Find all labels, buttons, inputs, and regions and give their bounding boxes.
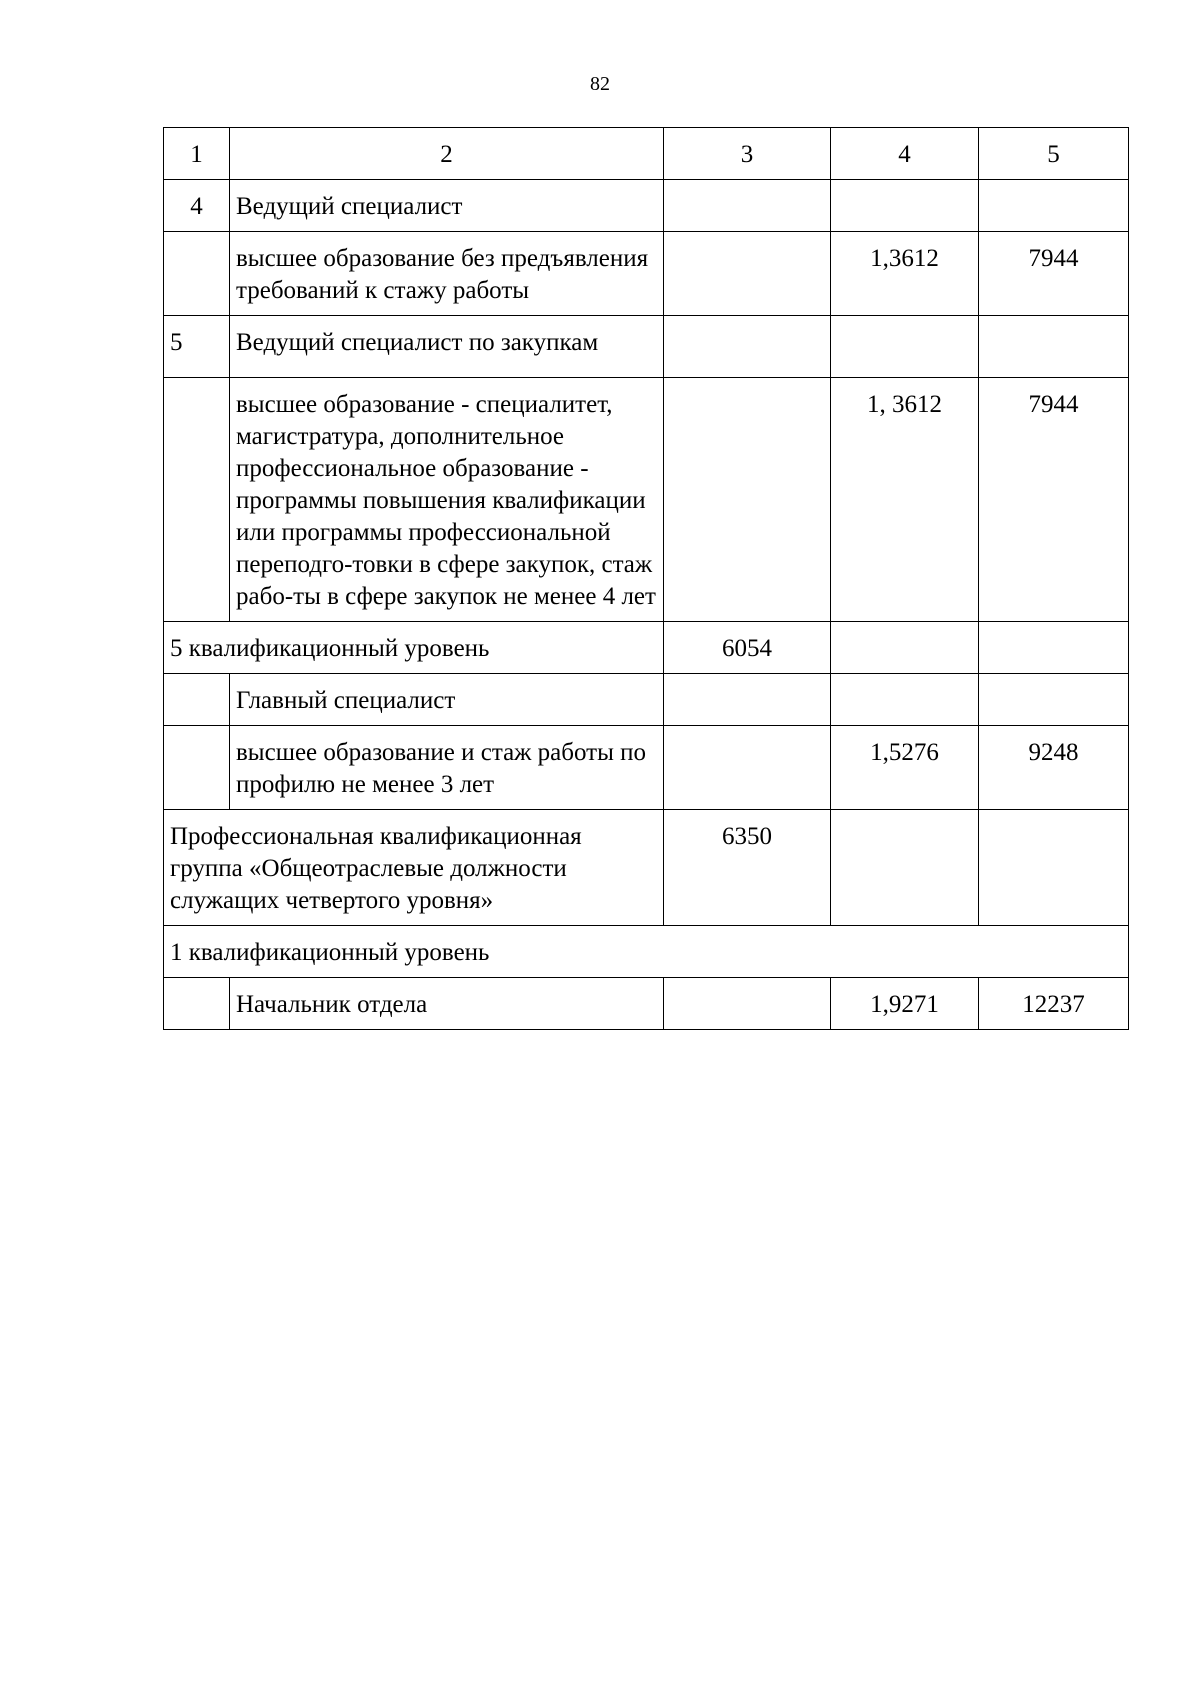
- page-number: 82: [590, 73, 610, 95]
- position-name: Начальник отдела: [230, 978, 664, 1030]
- qualification-group-label: Профессиональная квалификационная группа «Общеотраслевые должности служащих четвертого уровня»: [164, 810, 664, 926]
- base-salary-cell: [664, 378, 831, 622]
- salary-cell: 9248: [979, 726, 1129, 810]
- coefficient-cell: 1, 3612: [831, 378, 979, 622]
- base-salary-cell: [664, 232, 831, 316]
- base-salary-cell: [664, 316, 831, 378]
- salary-cell: 7944: [979, 232, 1129, 316]
- salary-table: [163, 127, 1129, 1030]
- salary-cell: [979, 180, 1129, 232]
- table-row: [164, 622, 1129, 674]
- salary-cell: [979, 674, 1129, 726]
- qualification-requirement: высшее образование и стаж работы по профилю не менее 3 лет: [230, 726, 664, 810]
- coefficient-cell: 1,5276: [831, 726, 979, 810]
- salary-cell: 7944: [979, 378, 1129, 622]
- base-salary-cell: 6054: [664, 622, 831, 674]
- table-row: [164, 926, 1129, 978]
- row-number: 5: [164, 316, 230, 378]
- row-number: [164, 232, 230, 316]
- position-name: Ведущий специалист по закупкам: [230, 316, 664, 378]
- position-name: Ведущий специалист: [230, 180, 664, 232]
- table-row: [164, 978, 1129, 1030]
- base-salary-cell: [664, 726, 831, 810]
- coefficient-cell: [831, 316, 979, 378]
- qualification-requirement: высшее образование - специалитет, магистратура, дополнительное профессиональное образование - программы повышения квалификации или программы профессиональной переподго-товки в сфере закупок, стаж рабо-ты в сфере закупок не менее 4 лет: [230, 378, 664, 622]
- row-number: [164, 674, 230, 726]
- header-cell: 4: [831, 128, 979, 180]
- base-salary-cell: [664, 978, 831, 1030]
- coefficient-cell: 1,9271: [831, 978, 979, 1030]
- row-number: [164, 726, 230, 810]
- salary-cell: [979, 622, 1129, 674]
- qualification-requirement: высшее образование без предъявления требований к стажу работы: [230, 232, 664, 316]
- row-number: 4: [164, 180, 230, 232]
- header-cell: 5: [979, 128, 1129, 180]
- header-cell: 1: [164, 128, 230, 180]
- row-number: [164, 378, 230, 622]
- header-cell: 3: [664, 128, 831, 180]
- table-row: [164, 810, 1129, 926]
- table-row: [164, 316, 1129, 378]
- qualification-level-label: 1 квалификационный уровень: [164, 926, 1129, 978]
- coefficient-cell: [831, 674, 979, 726]
- base-salary-cell: 6350: [664, 810, 831, 926]
- table-row: [164, 232, 1129, 316]
- salary-cell: [979, 316, 1129, 378]
- salary-cell: 12237: [979, 978, 1129, 1030]
- qualification-level-label: 5 квалификационный уровень: [164, 622, 664, 674]
- salary-cell: [979, 810, 1129, 926]
- row-number: [164, 978, 230, 1030]
- coefficient-cell: [831, 810, 979, 926]
- coefficient-cell: 1,3612: [831, 232, 979, 316]
- table-row: [164, 378, 1129, 622]
- header-cell: 2: [230, 128, 664, 180]
- position-name: Главный специалист: [230, 674, 664, 726]
- table-row: [164, 674, 1129, 726]
- base-salary-cell: [664, 180, 831, 232]
- table-row: [164, 180, 1129, 232]
- coefficient-cell: [831, 180, 979, 232]
- base-salary-cell: [664, 674, 831, 726]
- coefficient-cell: [831, 622, 979, 674]
- table-header-row: [164, 128, 1129, 180]
- table-row: [164, 726, 1129, 810]
